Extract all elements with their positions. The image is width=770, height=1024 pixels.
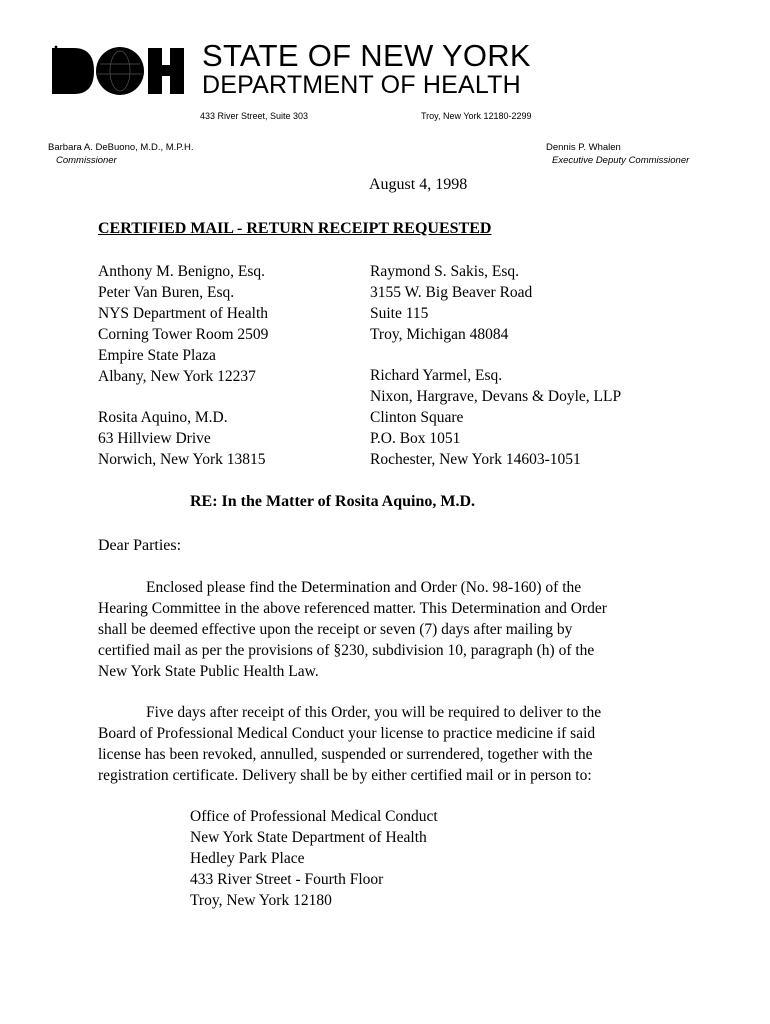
address-line: 63 Hillview Drive	[98, 430, 211, 447]
address-line: Troy, New York 12180	[190, 892, 332, 909]
department-name: DEPARTMENT OF HEALTH	[202, 71, 521, 99]
paragraph-line: Hearing Committee in the above referenced matter. This Determination and Order	[98, 600, 607, 617]
address-line: New York State Department of Health	[190, 829, 427, 846]
address-line: 433 River Street - Fourth Floor	[190, 871, 384, 888]
addressee-block-yarmel	[370, 365, 621, 470]
delivery-address-block	[190, 806, 438, 911]
address-line: Clinton Square	[370, 409, 464, 426]
paragraph-determination	[98, 577, 607, 682]
addressee-block-aquino	[98, 407, 265, 470]
paragraph-line: registration certificate. Delivery shall be by either certified mail or in person to:	[98, 767, 592, 784]
address-line: P.O. Box 1051	[370, 430, 461, 447]
address-line: Peter Van Buren, Esq.	[98, 284, 235, 301]
street-address: 433 River Street, Suite 303	[200, 111, 309, 121]
deputy-commissioner-name: Dennis P. Whalen	[546, 142, 621, 153]
address-line: Richard Yarmel, Esq.	[370, 367, 503, 384]
paragraph-line: shall be deemed effective upon the receipt or seven (7) days after mailing by	[98, 621, 573, 638]
logo-letter-h	[148, 48, 184, 94]
letter-date: August 4, 1998	[369, 176, 468, 193]
deputy-commissioner-title: Executive Deputy Commissioner	[552, 155, 690, 166]
paragraph-line: Five days after receipt of this Order, you will be required to deliver to the	[146, 704, 602, 721]
agency-name: STATE OF NEW YORK	[202, 38, 531, 73]
addressee-block-sakis	[370, 261, 532, 345]
paragraph-line: Enclosed please find the Determination and Order (No. 98-160) of the	[146, 579, 582, 596]
address-line: Rochester, New York 14603-1051	[370, 451, 581, 468]
logo-globe	[96, 47, 144, 95]
address-line: Corning Tower Room 2509	[98, 326, 269, 343]
paragraph-delivery	[98, 702, 601, 786]
paragraph-line: New York State Public Health Law.	[98, 663, 319, 680]
address-line: Nixon, Hargrave, Devans & Doyle, LLP	[370, 388, 622, 405]
address-line: Rosita Aquino, M.D.	[98, 409, 228, 426]
salutation: Dear Parties:	[98, 537, 182, 554]
re-line: RE: In the Matter of Rosita Aquino, M.D.	[190, 493, 476, 510]
address-line: Troy, Michigan 48084	[370, 326, 509, 343]
address-line: Anthony M. Benigno, Esq.	[98, 263, 266, 280]
paragraph-line: certified mail as per the provisions of §230, subdivision 10, paragraph (h) of the	[98, 642, 595, 659]
address-line: Empire State Plaza	[98, 347, 216, 364]
paragraph-line: Board of Professional Medical Conduct your license to practice medicine if said	[98, 725, 596, 742]
paragraph-line: license has been revoked, annulled, suspended or surrendered, together with the	[98, 746, 593, 763]
address-line: Hedley Park Place	[190, 850, 305, 867]
doh-logo	[48, 44, 188, 98]
mail-notice: CERTIFIED MAIL - RETURN RECEIPT REQUESTED	[98, 220, 492, 237]
address-line: Suite 115	[370, 305, 429, 322]
logo-letter-d	[52, 48, 94, 94]
commissioner-title: Commissioner	[56, 155, 117, 166]
commissioner-name: Barbara A. DeBuono, M.D., M.P.H.	[48, 142, 194, 153]
addressee-block-benigno	[98, 261, 268, 387]
address-line: NYS Department of Health	[98, 305, 269, 322]
city-address: Troy, New York 12180-2299	[421, 111, 532, 121]
address-line: Albany, New York 12237	[98, 368, 256, 385]
address-line: Office of Professional Medical Conduct	[190, 808, 438, 825]
address-line: Norwich, New York 13815	[98, 451, 266, 468]
address-line: Raymond S. Sakis, Esq.	[370, 263, 519, 280]
address-line: 3155 W. Big Beaver Road	[370, 284, 533, 301]
